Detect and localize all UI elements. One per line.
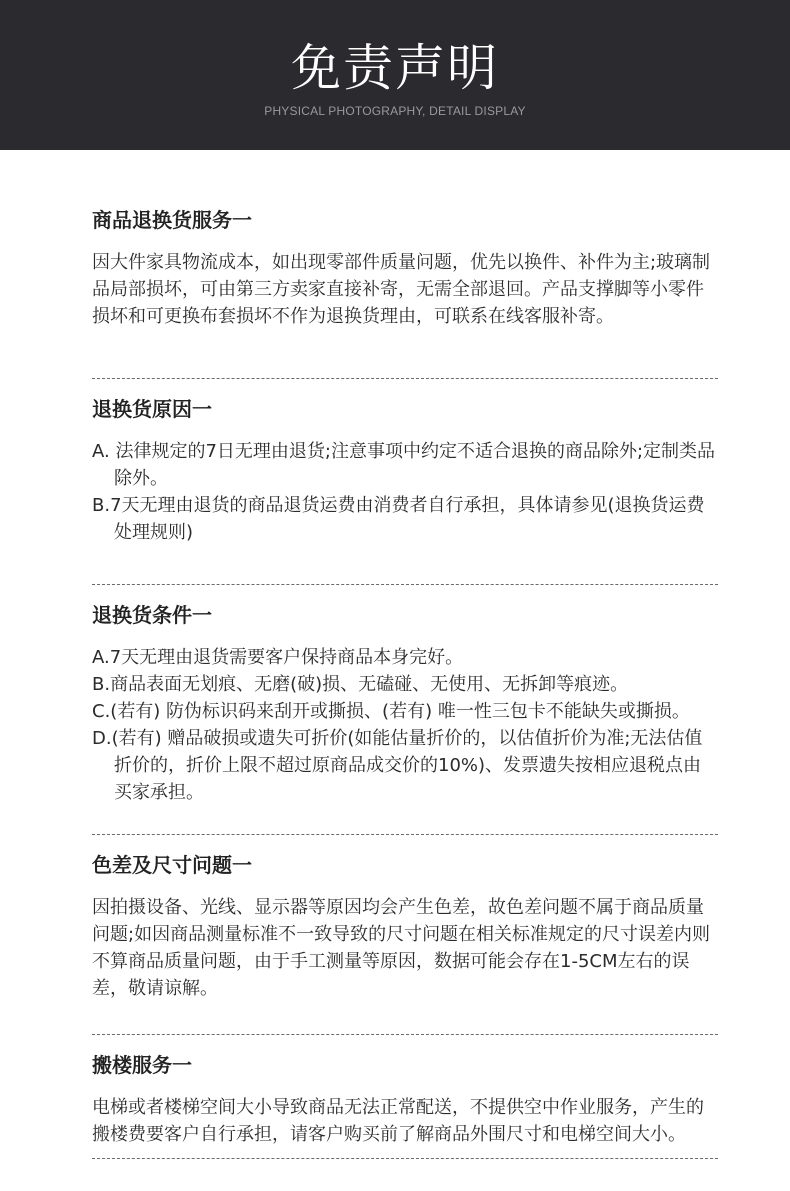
section-title: 色差及尺寸问题一 xyxy=(92,853,252,877)
list-item: A.7天无理由退货需要客户保持商品本身完好。 xyxy=(92,647,464,668)
section-return-reasons xyxy=(92,394,718,574)
section-title: 搬楼服务一 xyxy=(92,1053,192,1077)
list-item: C.(若有) 防伪标识码来刮开或撕损、(若有) 唯一性三包卡不能缺失或撕损。 xyxy=(92,701,690,722)
divider xyxy=(92,1158,718,1159)
page-title: 免责声明 xyxy=(291,39,499,97)
list-item: B.商品表面无划痕、无磨(破)损、无磕碰、无使用、无拆卸等痕迹。 xyxy=(92,674,629,695)
list-item: A. 法律规定的7日无理由退货;注意事项中约定不适合退换的商品除外;定制类品除外。 xyxy=(92,441,716,489)
section-title: 退换货原因一 xyxy=(92,397,212,421)
page-subtitle: PHYSICAL PHOTOGRAPHY, DETAIL DISPLAY xyxy=(264,104,526,118)
disclaimer-content xyxy=(92,205,718,1159)
section-body: 因拍摄设备、光线、显示器等原因均会产生色差，故色差问题不属于商品质量问题;如因商品测量标准不一致导致的尺寸问题在相关标准规定的尺寸误差内则不算商品质量问题，由于手工测量等原因，数据可能会存在1-5CM左右的误差，敬请谅解。 xyxy=(92,897,711,999)
section-color-size xyxy=(92,850,718,1024)
header-banner xyxy=(0,0,790,150)
list-item: B.7天无理由退货的商品退货运费由消费者自行承担，具体请参见(退换货运费处理规则) xyxy=(92,495,705,543)
list-item: D.(若有) 赠品破损或遗失可折价(如能估量折价的，以估值折价为准;无法估值折价的，折价上限不超过原商品成交价的10%)、发票遗失按相应退税点由买家承担。 xyxy=(92,728,703,803)
section-return-conditions xyxy=(92,600,718,824)
section-body: 电梯或者楼梯空间大小导致商品无法正常配送，不提供空中作业服务，产生的搬楼费要客户自行承担，请客户购买前了解商品外围尺寸和电梯空间大小。 xyxy=(92,1097,704,1145)
section-body: 因大件家具物流成本，如出现零部件质量问题，优先以换件、补件为主;玻璃制品局部损坏，可由第三方卖家直接补寄，无需全部退回。产品支撑脚等小零件损坏和可更换布套损坏不作为退换货理由，可联系在线客服补寄。 xyxy=(92,252,711,327)
section-stairs-service xyxy=(92,1050,718,1148)
section-title: 退换货条件一 xyxy=(92,603,212,627)
section-title: 商品退换货服务一 xyxy=(92,208,252,232)
section-return-service xyxy=(92,205,718,368)
